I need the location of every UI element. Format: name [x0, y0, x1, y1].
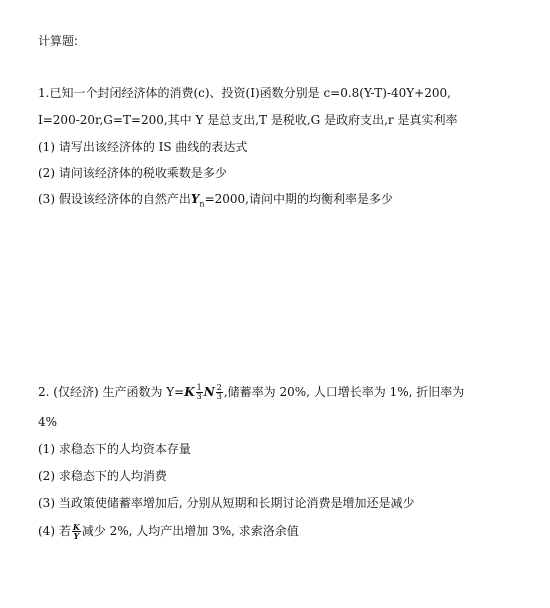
q2-sub3: (3) 当政策使储蓄率增加后, 分别从短期和长期讨论消费是增加还是减少	[38, 496, 415, 510]
ratio-den: Y	[73, 531, 80, 541]
labor-exp-den: 3	[216, 392, 222, 401]
q2-sub4-suffix: 减少 2%, 人均产出增加 3%, 求索洛余值	[81, 524, 299, 538]
q1-line1: 1.已知一个封闭经济体的消费(c)、投资(I)函数分别是 c=0.8(Y-T)-40Y+200,	[38, 86, 451, 100]
capital-exp-den: 3	[196, 392, 202, 401]
q1-sub3-suffix: =2000,请问中期的均衡利率是多少	[204, 192, 393, 206]
q2-line1-prefix: 2. (仅经济) 生产函数为 Y=	[38, 385, 185, 399]
capital-exp-num: 1	[196, 383, 202, 392]
q1-sub3	[38, 191, 393, 212]
labor-exponent	[216, 384, 223, 401]
q1-line2: I=200-20r,G=T=200,其中 Y 是总支出,T 是税收,G 是政府支出,r 是真实利率	[38, 113, 458, 127]
section-title: 计算题:	[38, 34, 79, 48]
q2-sub2: (2) 求稳态下的人均消费	[38, 469, 167, 483]
q2-line1	[38, 384, 464, 401]
natural-output-subscript: n	[199, 199, 205, 209]
natural-output-var: Y	[190, 192, 200, 206]
q2-line1-suffix: ,储蓄率为 20%, 人口增长率为 1%, 折旧率为	[223, 385, 465, 399]
labor-exp-num: 2	[216, 383, 222, 392]
q2-line1-wrap: 4%	[38, 415, 58, 429]
q1-sub2: (2) 请问该经济体的税收乘数是多少	[38, 166, 227, 180]
q2-sub1: (1) 求稳态下的人均资本存量	[38, 442, 191, 456]
capital-exponent	[196, 384, 203, 401]
capital-output-ratio	[72, 523, 81, 540]
q1-sub1: (1) 请写出该经济体的 IS 曲线的表达式	[38, 140, 248, 154]
ratio-num: K	[72, 522, 80, 532]
q2-sub4	[38, 523, 299, 540]
labor-var: N	[203, 385, 215, 399]
q2-sub4-prefix: (4) 若	[38, 524, 71, 538]
capital-var: K	[184, 385, 195, 399]
q1-sub3-prefix: (3) 假设该经济体的自然产出	[38, 192, 191, 206]
